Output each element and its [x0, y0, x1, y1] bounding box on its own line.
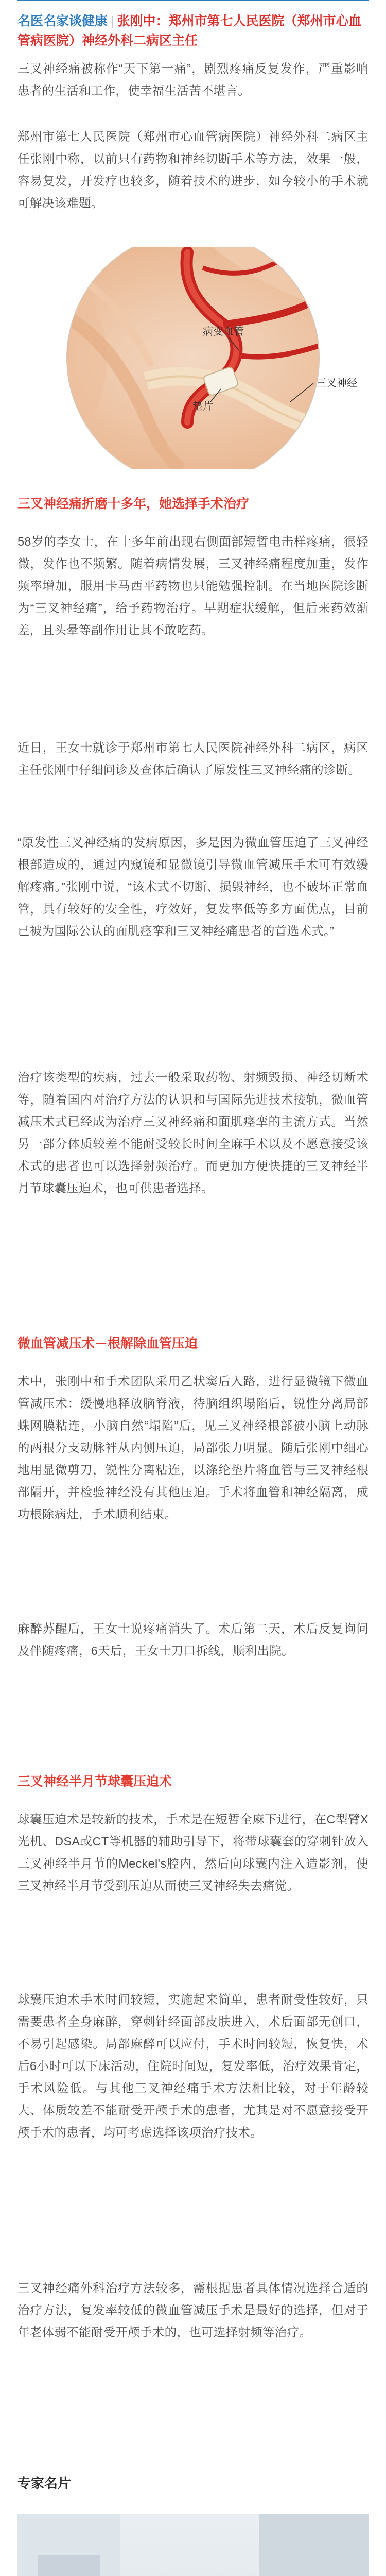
doctor-name: 张刚中 — [117, 14, 156, 28]
section3-paragraph-1: 球囊压迫术是较新的技术，手术是在短暂全麻下进行，在C型臂X光机、DSA或CT等机器的辅助引导下，将带球囊套的穿刺针放入三叉神经半月节的Meckel's腔内，然后向球囊内注入造影剂，使三叉神经半月节受到压迫从而使三叉神经失去痛觉。 — [17, 1812, 369, 1892]
section-title-1: 三叉神经痛折磨十多年，她选择手术治疗 — [17, 497, 250, 511]
label-vessel: 病变血管 — [203, 326, 244, 337]
section1-paragraph-1: 58岁的李女士，在十多年前出现右侧面部短暂电击样疼痛，很轻微，发作也不频繁。随着病情发展，三叉神经痛程度加重，发作频率增加，服用卡马西平药物也只能勉强控制。在当地医院诊断为“三叉神经痛”，给予药物治疗。早期症状缓解，但后来药效渐差，且头晕等副作用让其不敢吃药。 — [17, 535, 369, 637]
intro-paragraph-2: 郑州市第七人民医院（郑州市心血管病医院）神经外科二病区主任张刚中称，以前只有药物和神经切断手术等方法，效果一般，容易复发，开发疗也较多，随着技术的进步，如今较小的手术就可解决该难题。 — [17, 130, 369, 210]
section3-paragraph-2: 球囊压迫术手术时间较短，实施起来简单，患者耐受性较好，只需要患者全身麻醉，穿刺针经面部皮肤进入，术后面部无创口，不易引起感染。局部麻醉可以应付，手术时间较短，恢复快，术后6小时可以下床活动，住院时间短，复发率低，治疗效果肯定，手术风险低。与其他三叉神经痛手术方法相比较，对于年龄较大、体质较差不能耐受开颅手术的患者，尤其是对不愿意接受开颅手术的患者，均可考虑选择该项治疗技术。 — [17, 1993, 369, 2139]
section-title-2: 微血管减压术－根解除血管压迫 — [17, 1336, 198, 1351]
column-name: 名医名家谈健康 — [17, 14, 108, 28]
intro-paragraph-1: 三叉神经痛被称作“天下第一痛”，剧烈疼痛反复发作，严重影响患者的生活和工作，使幸福生活苦不堪言。 — [17, 62, 369, 97]
anatomy-illustration — [17, 247, 369, 469]
top-rule — [17, 0, 369, 1]
label-pad: 垫片 — [192, 401, 213, 412]
expert-heading: 专家名片 — [17, 2476, 72, 2491]
section-title-3: 三叉神经半月节球囊压迫术 — [17, 1774, 172, 1789]
nerve-vessel-diagram — [17, 247, 369, 469]
section1-paragraph-2: 近日，王女士就诊于郑州市第七人民医院神经外科二病区，病区主任张刚中仔细问诊及查体后确认了原发性三叉神经痛的诊断。 — [17, 741, 369, 776]
doctor-portrait — [17, 2514, 369, 2576]
section1-paragraph-3: “原发性三叉神经痛的发病原因，多是因为微血管压迫了三叉神经根部造成的，通过内窥镜和显微镜引导微血管减压手术可有效缓解疼痛。”张刚中说，“该术式不切断、损毁神经，也不破坏正常血管，具有较好的安全性，疗效好，复发率低等多方面优点，目前已被为国际公认的面肌痉挛和三叉神经痛患者的首选术式。” — [17, 836, 369, 938]
section2-paragraph-2: 麻醉苏醒后，王女士说疼痛消失了。术后第二天，术后反复询问及伴随疼痛，6天后，王女士刀口拆线，顺利出院。 — [17, 1622, 369, 1657]
doctor-title: 郑州市第七人民医院（郑州市心血管病医院）神经外科二病区主任 — [17, 14, 362, 48]
section3-paragraph-3: 三叉神经痛外科治疗方法较多，需根据患者具体情况选择合适的治疗方法，复发率较低的微血管减压手术是最好的选择，但对于年老体弱不能耐受开颅手术的，也可选择射频等治疗。 — [17, 2281, 369, 2339]
doctor-photo — [17, 2514, 369, 2576]
section2-paragraph-1: 术中，张刚中和手术团队采用乙状窦后入路，进行显微镜下微血管减压术：缓慢地释放脑脊液，待脑组织塌陷后，锐性分离局部蛛网膜粘连，小脑自然“塌陷”后，见三叉神经根部被小脑上动脉的两根分支动脉袢从内侧压迫，局部张力明显。随后张刚中细心地用显微剪刀，锐性分离粘连，以涤纶垫片将血管与三叉神经根部隔开，并检验神经没有其他压迫。手术将血管和神经隔离，成功根除病灶，手术顺利结束。 — [17, 1375, 369, 1521]
section1-paragraph-4: 治疗该类型的疾病，过去一般采取药物、射频毁损、神经切断术等，随着国内对治疗方法的认识和与国际先进技术接轨，微血管减压术式已经成为治疗三叉神经痛和面肌痉挛的主流方式。当然另一部分体质较差不能耐受较长时间全麻手术以及不愿意接受该术式的患者也可以选择射频治疗。而更加方便快捷的三叉神经半月节球囊压迫术，也可供患者选择。 — [17, 1071, 369, 1195]
label-nerve: 三叉神经 — [316, 378, 357, 389]
article-header: 名医名家谈健康 | 张刚中：郑州市第七人民医院（郑州市心血管病医院）神经外科二病区主任 — [17, 14, 362, 48]
